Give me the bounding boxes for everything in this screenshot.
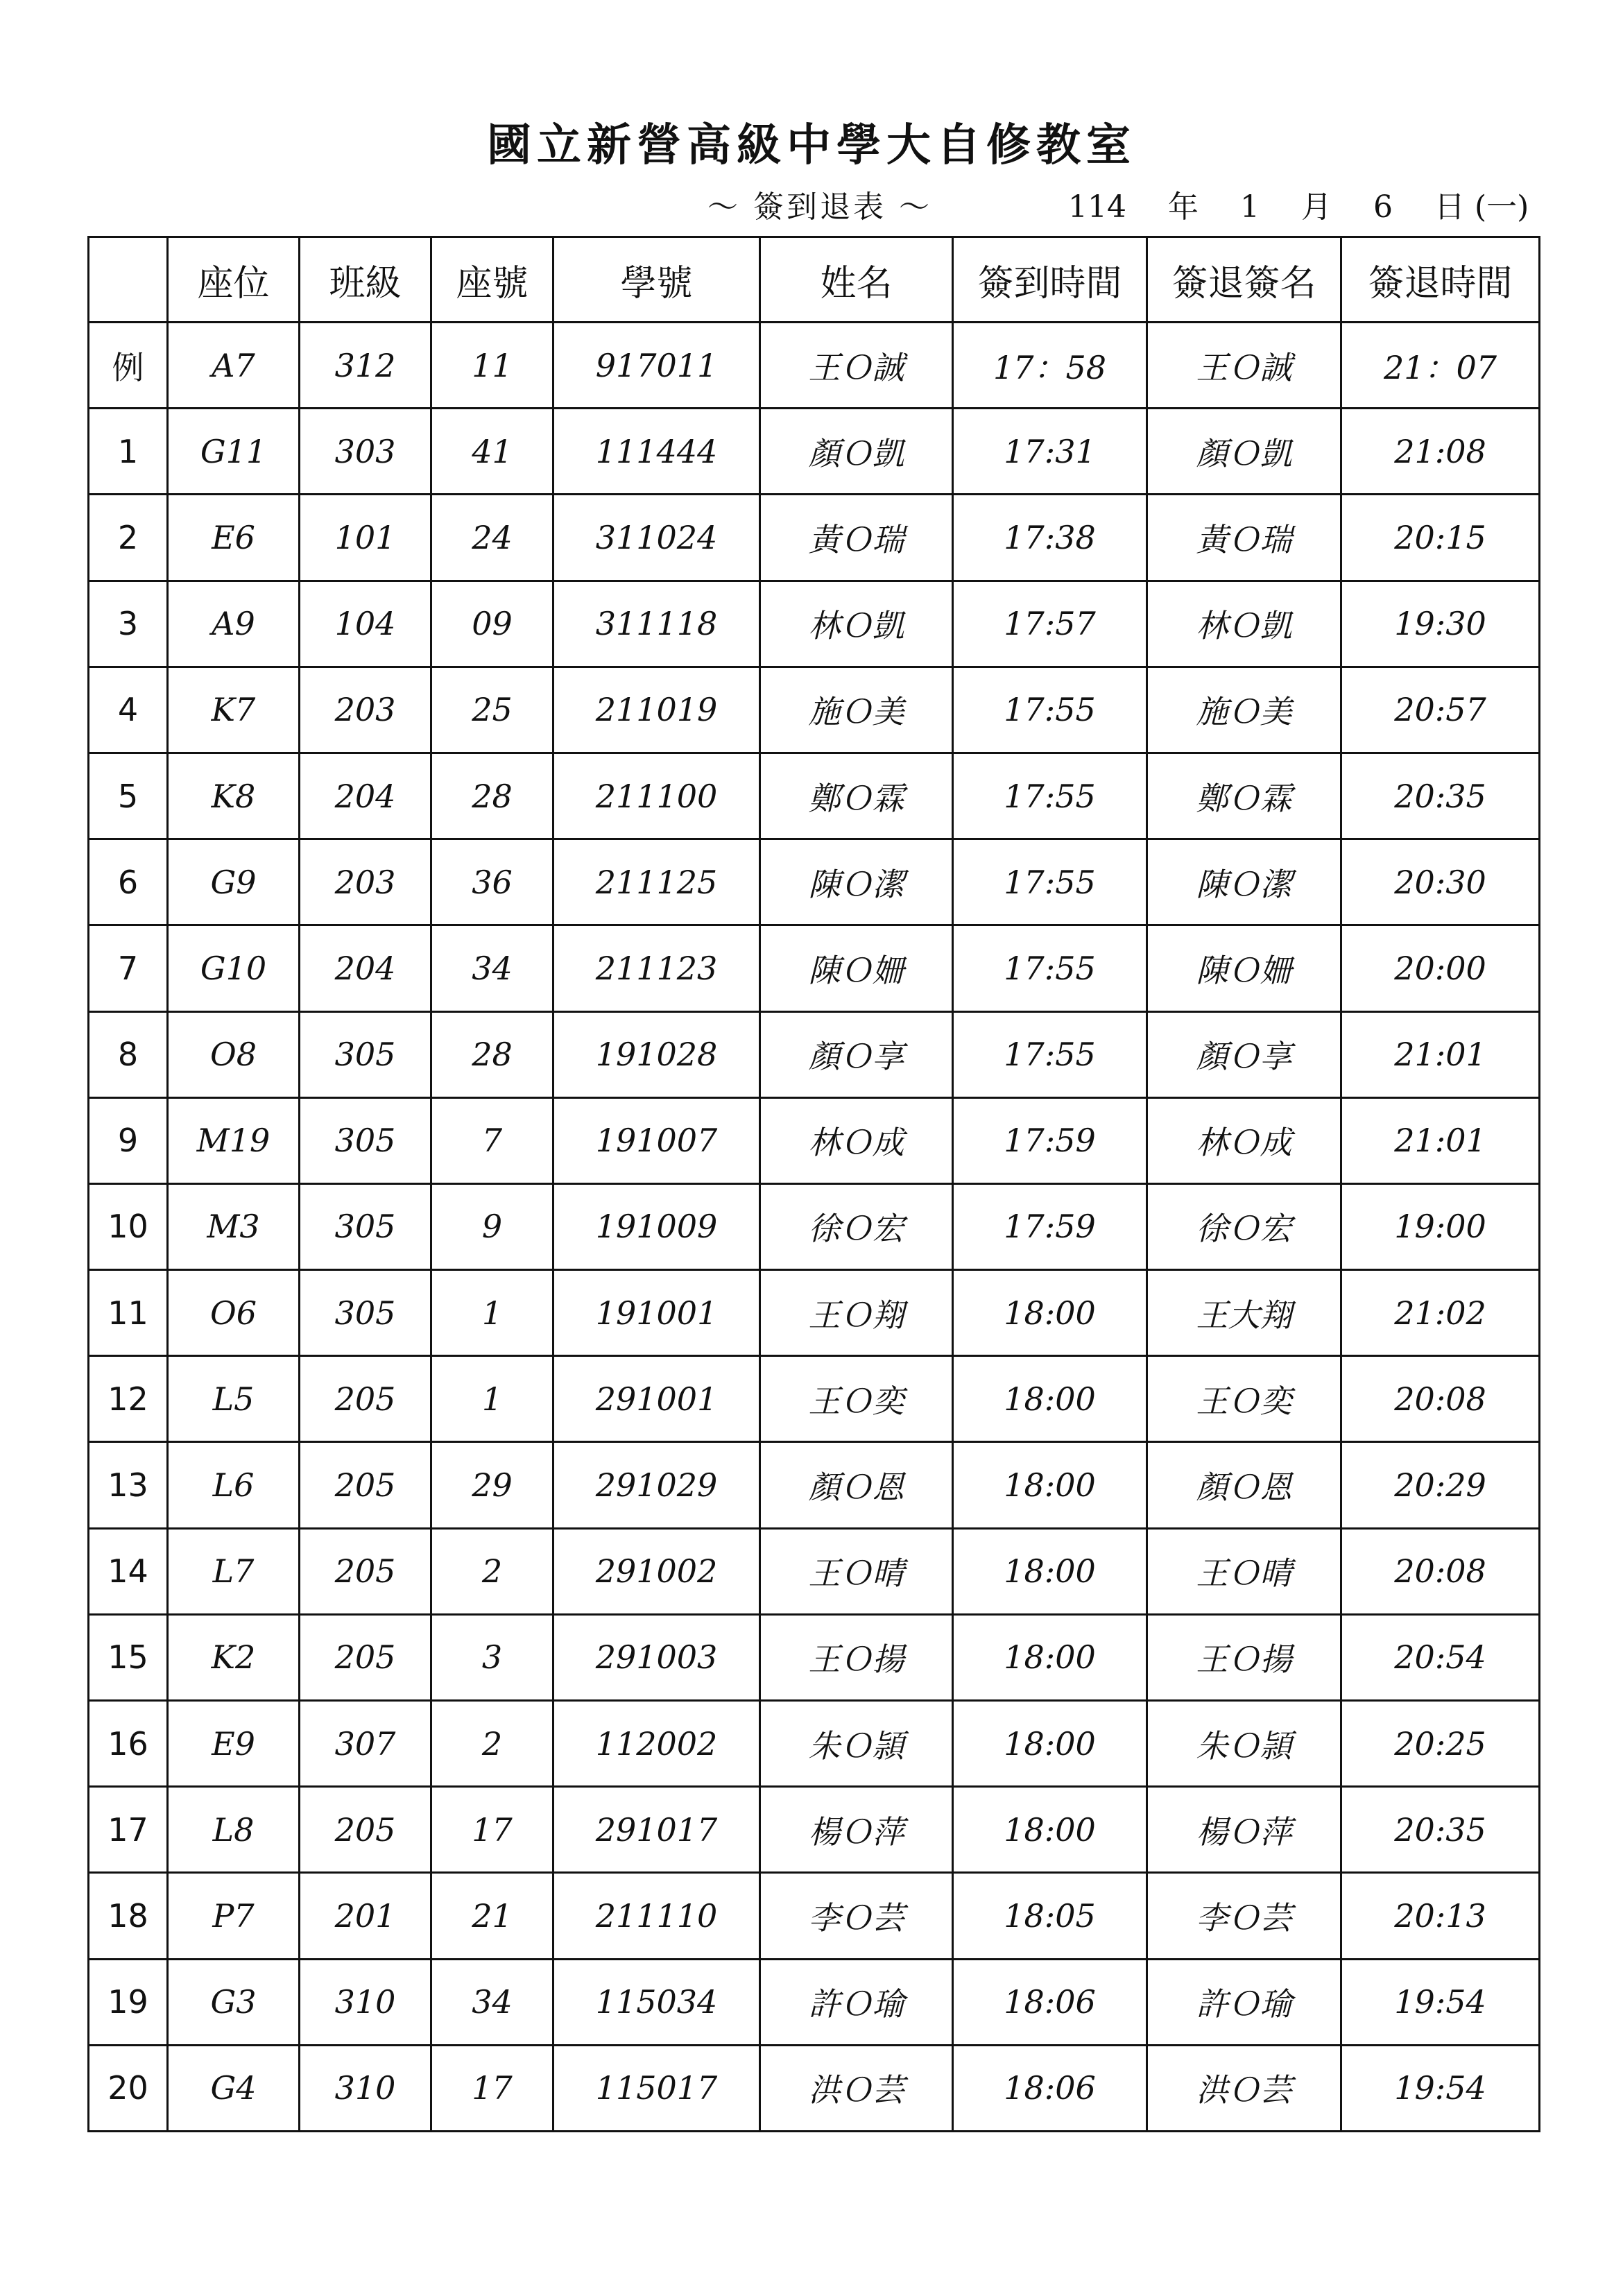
student-id-cell: 115034 bbox=[553, 1959, 760, 2045]
table-row bbox=[89, 409, 1540, 495]
table-row bbox=[89, 1528, 1540, 1614]
table-row bbox=[89, 1356, 1540, 1442]
sign-out-signature-cell: 林Ｏ成 bbox=[1147, 1097, 1341, 1183]
seat-number-cell: 29 bbox=[431, 1442, 553, 1528]
column-header-index bbox=[89, 237, 168, 323]
name-cell: 楊Ｏ萍 bbox=[760, 1787, 953, 1873]
seat-cell: K7 bbox=[168, 667, 300, 753]
seat-number-cell: 34 bbox=[431, 1959, 553, 2045]
name-cell: 林Ｏ凱 bbox=[760, 581, 953, 667]
seat-cell: G9 bbox=[168, 839, 300, 925]
name-cell: 王Ｏ晴 bbox=[760, 1528, 953, 1614]
column-header-student-id: 學號 bbox=[553, 237, 760, 323]
class-cell: 203 bbox=[300, 667, 431, 753]
sign-out-signature-cell: 施Ｏ美 bbox=[1147, 667, 1341, 753]
seat-number-cell: 17 bbox=[431, 1787, 553, 1873]
sign-in-time-cell: 18:06 bbox=[953, 1959, 1147, 2045]
row-index: 14 bbox=[89, 1528, 168, 1614]
sign-out-signature-cell: 陳Ｏ潔 bbox=[1147, 839, 1341, 925]
class-cell: 205 bbox=[300, 1356, 431, 1442]
seat-cell: E9 bbox=[168, 1701, 300, 1787]
student-id-cell: 291001 bbox=[553, 1356, 760, 1442]
date-year: 114 bbox=[1068, 189, 1126, 225]
column-header-sign-out-signature: 簽退簽名 bbox=[1147, 237, 1341, 323]
sign-out-time-cell: 20:29 bbox=[1341, 1442, 1540, 1528]
seat-number-cell: 1 bbox=[431, 1356, 553, 1442]
name-cell: 顏Ｏ享 bbox=[760, 1011, 953, 1097]
table-row bbox=[89, 581, 1540, 667]
table-row bbox=[89, 1097, 1540, 1183]
sign-out-time-cell: 21:08 bbox=[1341, 409, 1540, 495]
student-id-cell: 191001 bbox=[553, 1270, 760, 1356]
row-index: 19 bbox=[89, 1959, 168, 2045]
sign-in-time-cell: 17:59 bbox=[953, 1183, 1147, 1269]
date-weekday: (一) bbox=[1474, 189, 1529, 225]
sign-in-time-cell: 18:05 bbox=[953, 1873, 1147, 1959]
student-id-cell: 191028 bbox=[553, 1011, 760, 1097]
sign-out-signature-cell: 李Ｏ芸 bbox=[1147, 1873, 1341, 1959]
name-cell: 陳Ｏ姍 bbox=[760, 925, 953, 1011]
row-index: 9 bbox=[89, 1097, 168, 1183]
row-index: 20 bbox=[89, 2045, 168, 2131]
seat-number-cell: 17 bbox=[431, 2045, 553, 2131]
sign-out-signature-cell: 許Ｏ瑜 bbox=[1147, 1959, 1341, 2045]
sign-out-signature-cell: 黃Ｏ瑞 bbox=[1147, 495, 1341, 581]
date-day: 6 bbox=[1373, 189, 1393, 225]
class-cell: 205 bbox=[300, 1787, 431, 1873]
class-cell: 201 bbox=[300, 1873, 431, 1959]
class-cell: 305 bbox=[300, 1097, 431, 1183]
sign-in-time-cell: 17:55 bbox=[953, 839, 1147, 925]
table-header-row bbox=[89, 237, 1540, 323]
sign-in-time-cell: 18:00 bbox=[953, 1356, 1147, 1442]
sign-out-signature-cell: 王大翔 bbox=[1147, 1270, 1341, 1356]
student-id-cell: 191007 bbox=[553, 1097, 760, 1183]
seat-cell: L8 bbox=[168, 1787, 300, 1873]
name-cell: 王Ｏ誠 bbox=[760, 323, 953, 409]
sign-in-time-cell: 17:55 bbox=[953, 1011, 1147, 1097]
seat-cell: L5 bbox=[168, 1356, 300, 1442]
sign-out-time-cell: 20:08 bbox=[1341, 1356, 1540, 1442]
student-id-cell: 211125 bbox=[553, 839, 760, 925]
student-id-cell: 191009 bbox=[553, 1183, 760, 1269]
table-row bbox=[89, 2045, 1540, 2131]
student-id-cell: 115017 bbox=[553, 2045, 760, 2131]
table-row bbox=[89, 1701, 1540, 1787]
page-title: 國立新營高級中學大自修教室 bbox=[487, 119, 1136, 171]
sign-out-signature-cell: 林Ｏ凱 bbox=[1147, 581, 1341, 667]
sign-in-time-cell: 18:00 bbox=[953, 1442, 1147, 1528]
table-row bbox=[89, 1959, 1540, 2045]
table-row bbox=[89, 667, 1540, 753]
sign-out-time-cell: 21：07 bbox=[1341, 323, 1540, 409]
seat-number-cell: 2 bbox=[431, 1528, 553, 1614]
name-cell: 林Ｏ成 bbox=[760, 1097, 953, 1183]
seat-cell: M19 bbox=[168, 1097, 300, 1183]
seat-cell: K8 bbox=[168, 753, 300, 839]
sign-out-time-cell: 20:35 bbox=[1341, 753, 1540, 839]
sign-in-out-table bbox=[87, 236, 1540, 2132]
class-cell: 312 bbox=[300, 323, 431, 409]
seat-number-cell: 2 bbox=[431, 1701, 553, 1787]
sign-in-time-cell: 18:06 bbox=[953, 2045, 1147, 2131]
sign-out-signature-cell: 洪Ｏ芸 bbox=[1147, 2045, 1341, 2131]
class-cell: 305 bbox=[300, 1270, 431, 1356]
column-header-sign-out-time: 簽退時間 bbox=[1341, 237, 1540, 323]
seat-cell: L7 bbox=[168, 1528, 300, 1614]
student-id-cell: 291003 bbox=[553, 1614, 760, 1700]
seat-cell: M3 bbox=[168, 1183, 300, 1269]
sign-out-signature-cell: 徐Ｏ宏 bbox=[1147, 1183, 1341, 1269]
seat-number-cell: 09 bbox=[431, 581, 553, 667]
sign-out-signature-cell: 王Ｏ誠 bbox=[1147, 323, 1341, 409]
class-cell: 310 bbox=[300, 2045, 431, 2131]
sign-in-time-cell: 17:38 bbox=[953, 495, 1147, 581]
sign-in-time-cell: 18:00 bbox=[953, 1528, 1147, 1614]
table-row bbox=[89, 495, 1540, 581]
name-cell: 顏Ｏ凱 bbox=[760, 409, 953, 495]
student-id-cell: 211110 bbox=[553, 1873, 760, 1959]
sign-out-signature-cell: 顏Ｏ恩 bbox=[1147, 1442, 1341, 1528]
name-cell: 王Ｏ奕 bbox=[760, 1356, 953, 1442]
row-index: 11 bbox=[89, 1270, 168, 1356]
row-index: 12 bbox=[89, 1356, 168, 1442]
seat-number-cell: 28 bbox=[431, 1011, 553, 1097]
seat-number-cell: 41 bbox=[431, 409, 553, 495]
sheet-date bbox=[1068, 182, 1529, 226]
name-cell: 徐Ｏ宏 bbox=[760, 1183, 953, 1269]
class-cell: 203 bbox=[300, 839, 431, 925]
name-cell: 顏Ｏ恩 bbox=[760, 1442, 953, 1528]
seat-number-cell: 24 bbox=[431, 495, 553, 581]
name-cell: 洪Ｏ芸 bbox=[760, 2045, 953, 2131]
row-index: 5 bbox=[89, 753, 168, 839]
sign-out-time-cell: 20:15 bbox=[1341, 495, 1540, 581]
sign-in-time-cell: 17:57 bbox=[953, 581, 1147, 667]
seat-number-cell: 36 bbox=[431, 839, 553, 925]
seat-number-cell: 11 bbox=[431, 323, 553, 409]
seat-cell: L6 bbox=[168, 1442, 300, 1528]
sign-out-time-cell: 19:00 bbox=[1341, 1183, 1540, 1269]
table-row bbox=[89, 1787, 1540, 1873]
row-index: 4 bbox=[89, 667, 168, 753]
table-row bbox=[89, 753, 1540, 839]
sign-out-time-cell: 19:30 bbox=[1341, 581, 1540, 667]
seat-number-cell: 3 bbox=[431, 1614, 553, 1700]
table-row bbox=[89, 1614, 1540, 1700]
name-cell: 黃Ｏ瑞 bbox=[760, 495, 953, 581]
class-cell: 204 bbox=[300, 925, 431, 1011]
sheet-subtitle: ～ 簽到退表 ～ bbox=[707, 189, 932, 225]
class-cell: 204 bbox=[300, 753, 431, 839]
class-cell: 305 bbox=[300, 1011, 431, 1097]
seat-cell: O6 bbox=[168, 1270, 300, 1356]
sign-in-time-cell: 17:59 bbox=[953, 1097, 1147, 1183]
sign-out-time-cell: 21:01 bbox=[1341, 1097, 1540, 1183]
seat-cell: P7 bbox=[168, 1873, 300, 1959]
sign-out-signature-cell: 楊Ｏ萍 bbox=[1147, 1787, 1341, 1873]
column-header-sign-in-time: 簽到時間 bbox=[953, 237, 1147, 323]
column-header-name: 姓名 bbox=[760, 237, 953, 323]
seat-cell: G11 bbox=[168, 409, 300, 495]
table-row bbox=[89, 1183, 1540, 1269]
column-header-seat: 座位 bbox=[168, 237, 300, 323]
student-id-cell: 291029 bbox=[553, 1442, 760, 1528]
sign-out-signature-cell: 王Ｏ奕 bbox=[1147, 1356, 1341, 1442]
seat-cell: G3 bbox=[168, 1959, 300, 2045]
name-cell: 王Ｏ揚 bbox=[760, 1614, 953, 1700]
student-id-cell: 112002 bbox=[553, 1701, 760, 1787]
sign-out-signature-cell: 顏Ｏ享 bbox=[1147, 1011, 1341, 1097]
sign-out-time-cell: 21:01 bbox=[1341, 1011, 1540, 1097]
row-index: 7 bbox=[89, 925, 168, 1011]
table-row bbox=[89, 1442, 1540, 1528]
sign-in-time-cell: 17:55 bbox=[953, 925, 1147, 1011]
name-cell: 王Ｏ翔 bbox=[760, 1270, 953, 1356]
table-row bbox=[89, 1011, 1540, 1097]
sign-out-signature-cell: 鄭Ｏ霖 bbox=[1147, 753, 1341, 839]
student-id-cell: 311024 bbox=[553, 495, 760, 581]
name-cell: 陳Ｏ潔 bbox=[760, 839, 953, 925]
seat-cell: A7 bbox=[168, 323, 300, 409]
table-row bbox=[89, 1270, 1540, 1356]
class-cell: 307 bbox=[300, 1701, 431, 1787]
sign-out-time-cell: 20:08 bbox=[1341, 1528, 1540, 1614]
name-cell: 許Ｏ瑜 bbox=[760, 1959, 953, 2045]
name-cell: 李Ｏ芸 bbox=[760, 1873, 953, 1959]
sign-in-time-cell: 17:55 bbox=[953, 753, 1147, 839]
student-id-cell: 311118 bbox=[553, 581, 760, 667]
sign-out-signature-cell: 王Ｏ揚 bbox=[1147, 1614, 1341, 1700]
student-id-cell: 211100 bbox=[553, 753, 760, 839]
class-cell: 101 bbox=[300, 495, 431, 581]
table-row bbox=[89, 925, 1540, 1011]
sign-out-time-cell: 20:13 bbox=[1341, 1873, 1540, 1959]
name-cell: 施Ｏ美 bbox=[760, 667, 953, 753]
column-header-class: 班級 bbox=[300, 237, 431, 323]
student-id-cell: 211123 bbox=[553, 925, 760, 1011]
sign-in-time-cell: 18:00 bbox=[953, 1614, 1147, 1700]
class-cell: 310 bbox=[300, 1959, 431, 2045]
sign-out-signature-cell: 顏Ｏ凱 bbox=[1147, 409, 1341, 495]
table-body bbox=[89, 323, 1540, 2132]
seat-number-cell: 34 bbox=[431, 925, 553, 1011]
row-index: 1 bbox=[89, 409, 168, 495]
seat-number-cell: 1 bbox=[431, 1270, 553, 1356]
name-cell: 鄭Ｏ霖 bbox=[760, 753, 953, 839]
seat-cell: E6 bbox=[168, 495, 300, 581]
row-index: 17 bbox=[89, 1787, 168, 1873]
row-index: 10 bbox=[89, 1183, 168, 1269]
seat-number-cell: 21 bbox=[431, 1873, 553, 1959]
student-id-cell: 211019 bbox=[553, 667, 760, 753]
sign-out-time-cell: 20:54 bbox=[1341, 1614, 1540, 1700]
date-year-label: 年 bbox=[1167, 189, 1199, 225]
table-row bbox=[89, 839, 1540, 925]
class-cell: 305 bbox=[300, 1183, 431, 1269]
seat-cell: O8 bbox=[168, 1011, 300, 1097]
seat-number-cell: 25 bbox=[431, 667, 553, 753]
row-index: 16 bbox=[89, 1701, 168, 1787]
row-index: 3 bbox=[89, 581, 168, 667]
seat-cell: G10 bbox=[168, 925, 300, 1011]
class-cell: 205 bbox=[300, 1614, 431, 1700]
sign-in-time-cell: 17:31 bbox=[953, 409, 1147, 495]
date-month: 1 bbox=[1239, 189, 1260, 225]
row-index: 8 bbox=[89, 1011, 168, 1097]
date-month-label: 月 bbox=[1300, 189, 1332, 225]
name-cell: 朱Ｏ頴 bbox=[760, 1701, 953, 1787]
sign-in-time-cell: 17:55 bbox=[953, 667, 1147, 753]
row-index: 13 bbox=[89, 1442, 168, 1528]
table-row bbox=[89, 1873, 1540, 1959]
sign-in-time-cell: 18:00 bbox=[953, 1270, 1147, 1356]
row-index: 例 bbox=[89, 323, 168, 409]
sign-out-time-cell: 20:35 bbox=[1341, 1787, 1540, 1873]
column-header-seat-number: 座號 bbox=[431, 237, 553, 323]
sign-out-time-cell: 19:54 bbox=[1341, 1959, 1540, 2045]
sign-in-time-cell: 18:00 bbox=[953, 1787, 1147, 1873]
sign-out-time-cell: 19:54 bbox=[1341, 2045, 1540, 2131]
class-cell: 205 bbox=[300, 1528, 431, 1614]
row-index: 6 bbox=[89, 839, 168, 925]
class-cell: 104 bbox=[300, 581, 431, 667]
class-cell: 303 bbox=[300, 409, 431, 495]
row-index: 18 bbox=[89, 1873, 168, 1959]
sign-out-time-cell: 20:57 bbox=[1341, 667, 1540, 753]
student-id-cell: 291002 bbox=[553, 1528, 760, 1614]
sign-out-signature-cell: 陳Ｏ姍 bbox=[1147, 925, 1341, 1011]
date-day-label: 日 bbox=[1434, 189, 1465, 225]
sign-out-signature-cell: 王Ｏ晴 bbox=[1147, 1528, 1341, 1614]
sign-out-time-cell: 20:30 bbox=[1341, 839, 1540, 925]
student-id-cell: 917011 bbox=[553, 323, 760, 409]
sign-in-time-cell: 18:00 bbox=[953, 1701, 1147, 1787]
seat-cell: A9 bbox=[168, 581, 300, 667]
sign-out-time-cell: 21:02 bbox=[1341, 1270, 1540, 1356]
seat-cell: G4 bbox=[168, 2045, 300, 2131]
class-cell: 205 bbox=[300, 1442, 431, 1528]
sign-out-time-cell: 20:25 bbox=[1341, 1701, 1540, 1787]
sign-in-time-cell: 17：58 bbox=[953, 323, 1147, 409]
sign-out-time-cell: 20:00 bbox=[1341, 925, 1540, 1011]
row-index: 2 bbox=[89, 495, 168, 581]
sign-out-signature-cell: 朱Ｏ頴 bbox=[1147, 1701, 1341, 1787]
row-index: 15 bbox=[89, 1614, 168, 1700]
table-row bbox=[89, 323, 1540, 409]
student-id-cell: 111444 bbox=[553, 409, 760, 495]
seat-cell: K2 bbox=[168, 1614, 300, 1700]
seat-number-cell: 9 bbox=[431, 1183, 553, 1269]
seat-number-cell: 7 bbox=[431, 1097, 553, 1183]
seat-number-cell: 28 bbox=[431, 753, 553, 839]
student-id-cell: 291017 bbox=[553, 1787, 760, 1873]
